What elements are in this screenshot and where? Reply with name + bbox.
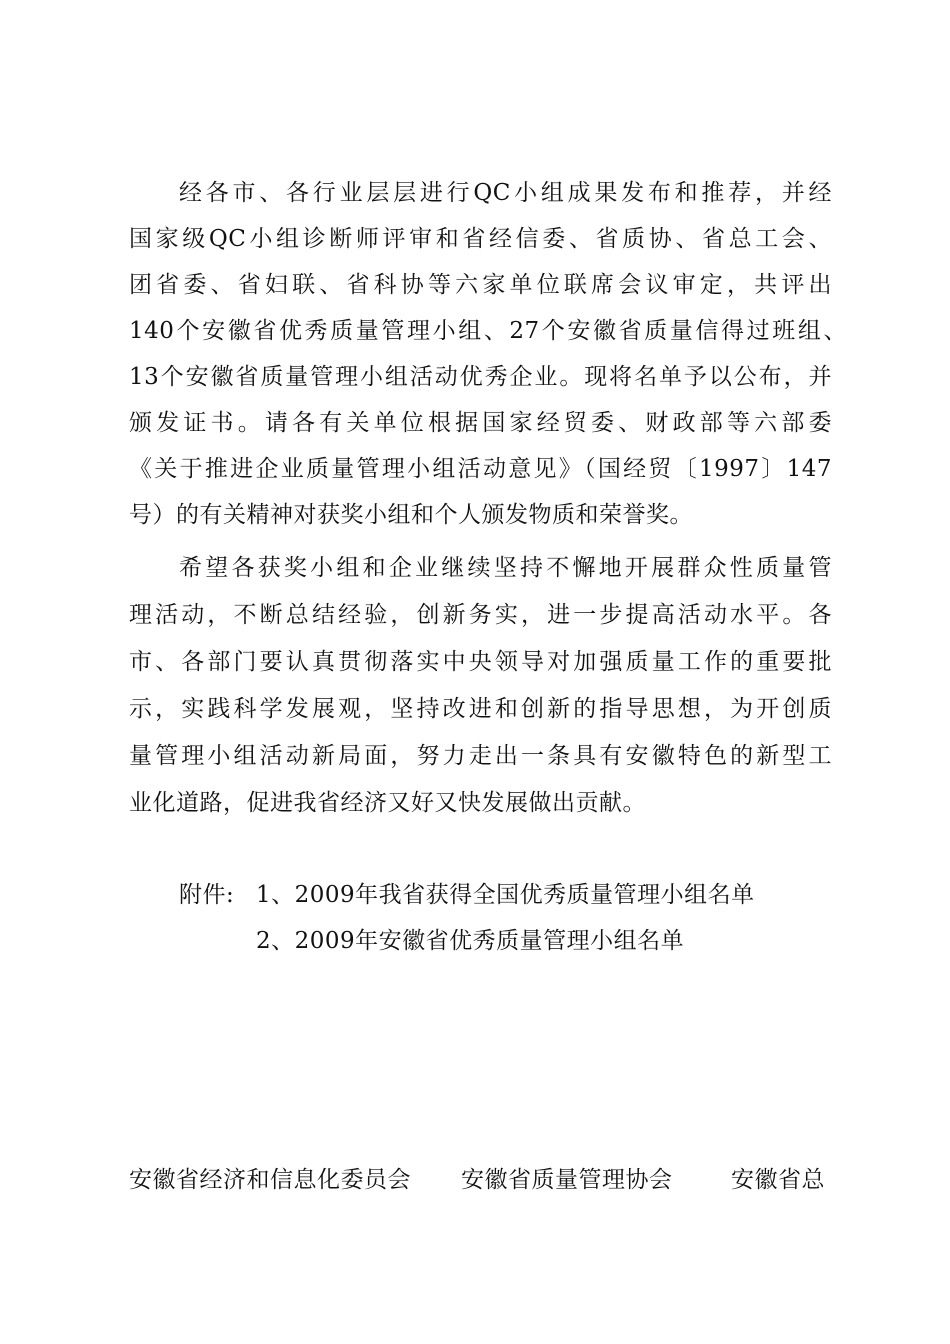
signatory-name: 安徽省质量管理协会 bbox=[461, 1167, 673, 1193]
paragraph-line: 希望各获奖小组和企业继续坚持不懈地开展群众性质量管 bbox=[179, 555, 832, 581]
attachment-item: 1、2009年我省获得全国优秀质量管理小组名单 bbox=[256, 882, 755, 908]
paragraph-line: 号）的有关精神对获奖小组和个人颁发物质和荣誉奖。 bbox=[129, 502, 693, 528]
paragraph-line: 《关于推进企业质量管理小组活动意见》（国经贸〔1997〕147 bbox=[129, 456, 832, 482]
paragraph-line: 市、各部门要认真贯彻落实中央领导对加强质量工作的重要批 bbox=[129, 649, 832, 675]
paragraph-line: 理活动，不断总结经验，创新务实，进一步提高活动水平。各 bbox=[129, 602, 832, 628]
paragraph-line: 示，实践科学发展观，坚持改进和创新的指导思想，为开创质 bbox=[129, 696, 832, 722]
paragraph-line: 颁发证书。请各有关单位根据国家经贸委、财政部等六部委 bbox=[129, 410, 832, 436]
paragraph-line: 140个安徽省优秀质量管理小组、27个安徽省质量信得过班组、 bbox=[129, 318, 847, 344]
attachments-label: 附件: bbox=[179, 882, 235, 908]
signatory-name: 安徽省经济和信息化委员会 bbox=[129, 1167, 411, 1193]
paragraph-line: 业化道路，促进我省经济又好又快发展做出贡献。 bbox=[129, 790, 646, 816]
paragraph-line: 团省委、省妇联、省科协等六家单位联席会议审定，共评出 bbox=[129, 272, 832, 298]
paragraph-line: 国家级QC小组诊断师评审和省经信委、省质协、省总工会、 bbox=[129, 226, 832, 252]
attachment-item: 2、2009年安徽省优秀质量管理小组名单 bbox=[256, 928, 685, 954]
signatory-name: 安徽省总 bbox=[731, 1167, 825, 1193]
paragraph-line: 13个安徽省质量管理小组活动优秀企业。现将名单予以公布，并 bbox=[129, 364, 832, 390]
paragraph-line: 量管理小组活动新局面，努力走出一条具有安徽特色的新型工 bbox=[129, 743, 832, 769]
paragraph-line: 经各市、各行业层层进行QC小组成果发布和推荐，并经 bbox=[179, 180, 832, 206]
